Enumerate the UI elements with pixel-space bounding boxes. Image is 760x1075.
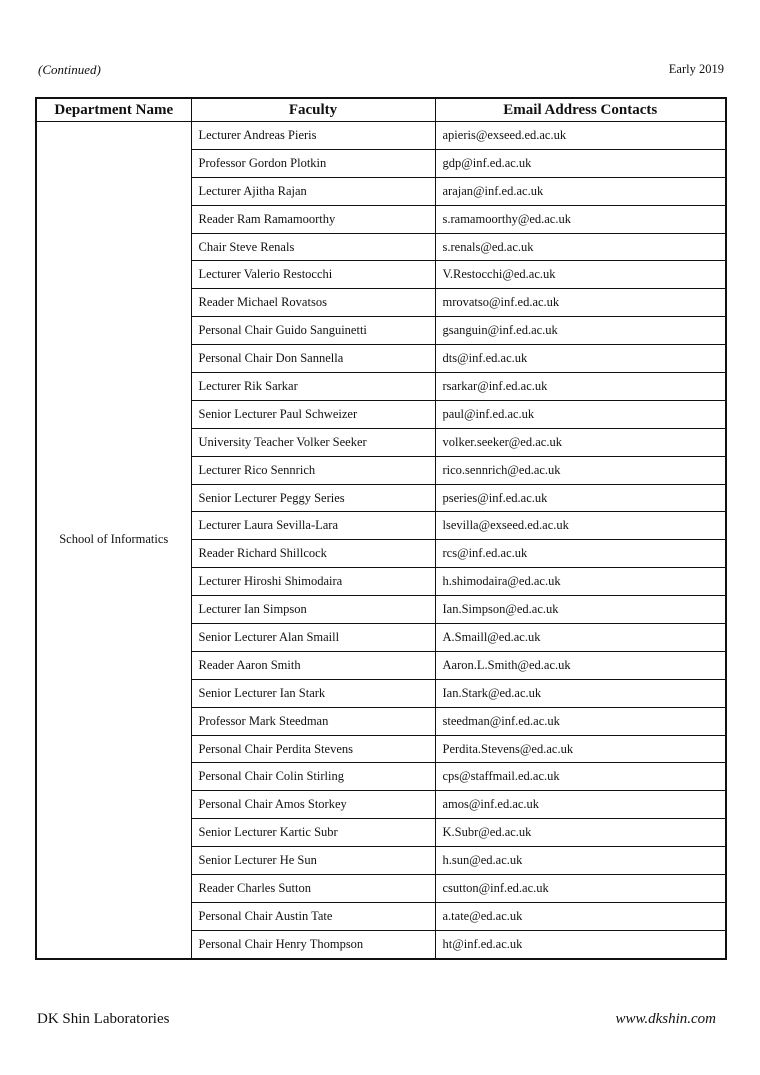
faculty-cell: Reader Richard Shillcock [191,540,435,568]
email-cell: arajan@inf.ed.ac.uk [435,177,726,205]
faculty-cell: Lecturer Laura Sevilla-Lara [191,512,435,540]
email-cell: Aaron.L.Smith@ed.ac.uk [435,651,726,679]
department-cell: School of Informatics [36,122,191,959]
faculty-cell: Lecturer Ian Simpson [191,596,435,624]
email-cell: cps@staffmail.ed.ac.uk [435,763,726,791]
table-header-row [36,98,726,122]
email-cell: ht@inf.ed.ac.uk [435,930,726,958]
faculty-cell: Personal Chair Perdita Stevens [191,735,435,763]
email-cell: gdp@inf.ed.ac.uk [435,149,726,177]
email-cell: pseries@inf.ed.ac.uk [435,484,726,512]
faculty-cell: Professor Gordon Plotkin [191,149,435,177]
email-cell: rico.sennrich@ed.ac.uk [435,456,726,484]
email-cell: dts@inf.ed.ac.uk [435,345,726,373]
faculty-cell: Lecturer Rik Sarkar [191,373,435,401]
faculty-cell: Senior Lecturer Kartic Subr [191,819,435,847]
email-cell: Ian.Simpson@ed.ac.uk [435,596,726,624]
footer-company: DK Shin Laboratories [37,1011,170,1027]
faculty-cell: Lecturer Andreas Pieris [191,122,435,150]
email-cell: apieris@exseed.ed.ac.uk [435,122,726,150]
faculty-cell: Personal Chair Austin Tate [191,902,435,930]
email-cell: s.renals@ed.ac.uk [435,233,726,261]
email-cell: steedman@inf.ed.ac.uk [435,707,726,735]
faculty-cell: University Teacher Volker Seeker [191,428,435,456]
email-cell: mrovatso@inf.ed.ac.uk [435,289,726,317]
faculty-cell: Reader Charles Sutton [191,875,435,903]
faculty-cell: Senior Lecturer Paul Schweizer [191,400,435,428]
faculty-cell: Personal Chair Don Sannella [191,345,435,373]
email-cell: rcs@inf.ed.ac.uk [435,540,726,568]
column-header-email: Email Address Contacts [435,98,726,122]
faculty-cell: Personal Chair Colin Stirling [191,763,435,791]
faculty-cell: Professor Mark Steedman [191,707,435,735]
email-cell: V.Restocchi@ed.ac.uk [435,261,726,289]
faculty-cell: Lecturer Rico Sennrich [191,456,435,484]
email-cell: h.sun@ed.ac.uk [435,847,726,875]
email-cell: s.ramamoorthy@ed.ac.uk [435,205,726,233]
column-header-faculty: Faculty [191,98,435,122]
faculty-cell: Senior Lecturer Ian Stark [191,679,435,707]
email-cell: csutton@inf.ed.ac.uk [435,875,726,903]
faculty-cell: Reader Ram Ramamoorthy [191,205,435,233]
email-cell: volker.seeker@ed.ac.uk [435,428,726,456]
date-label: Early 2019 [668,62,724,76]
faculty-cell: Senior Lecturer Peggy Series [191,484,435,512]
faculty-cell: Personal Chair Amos Storkey [191,791,435,819]
faculty-cell: Reader Aaron Smith [191,651,435,679]
email-cell: rsarkar@inf.ed.ac.uk [435,373,726,401]
column-header-department: Department Name [36,98,191,122]
email-cell: lsevilla@exseed.ed.ac.uk [435,512,726,540]
continued-label: (Continued) [38,62,101,77]
email-cell: K.Subr@ed.ac.uk [435,819,726,847]
faculty-directory-table [35,97,727,960]
email-cell: amos@inf.ed.ac.uk [435,791,726,819]
faculty-cell: Lecturer Valerio Restocchi [191,261,435,289]
faculty-cell: Personal Chair Henry Thompson [191,930,435,958]
email-cell: gsanguin@inf.ed.ac.uk [435,317,726,345]
email-cell: Ian.Stark@ed.ac.uk [435,679,726,707]
faculty-cell: Lecturer Ajitha Rajan [191,177,435,205]
faculty-cell: Personal Chair Guido Sanguinetti [191,317,435,345]
footer-website: www.dkshin.com [615,1011,716,1027]
email-cell: a.tate@ed.ac.uk [435,902,726,930]
email-cell: h.shimodaira@ed.ac.uk [435,568,726,596]
faculty-cell: Lecturer Hiroshi Shimodaira [191,568,435,596]
faculty-cell: Senior Lecturer Alan Smaill [191,624,435,652]
faculty-cell: Senior Lecturer He Sun [191,847,435,875]
email-cell: Perdita.Stevens@ed.ac.uk [435,735,726,763]
table-row [36,122,726,150]
faculty-cell: Chair Steve Renals [191,233,435,261]
faculty-cell: Reader Michael Rovatsos [191,289,435,317]
email-cell: paul@inf.ed.ac.uk [435,400,726,428]
email-cell: A.Smaill@ed.ac.uk [435,624,726,652]
